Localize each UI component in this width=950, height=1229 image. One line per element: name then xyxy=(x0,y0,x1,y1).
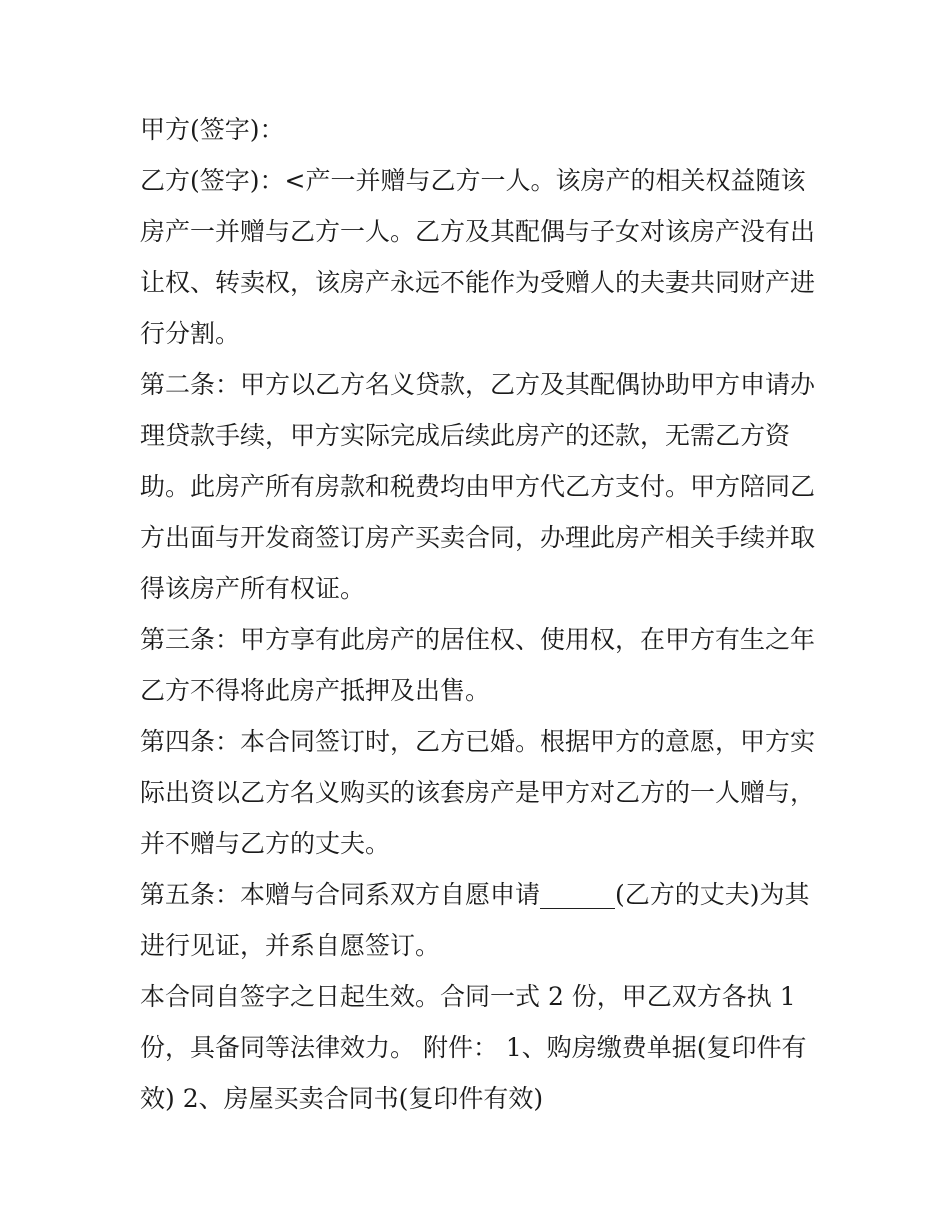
text-line: 行分割。 xyxy=(140,319,241,348)
text-line-signature-party-b: 乙方(签字)：<产一并赠与乙方一人。该房产的相关权益随该 xyxy=(140,166,806,195)
text-line-effective-clause: 本合同自签字之日起生效。合同一式 2 份，甲乙双方各执 1 xyxy=(140,982,796,1011)
text-line: 际出资以乙方名义购买的该套房产是甲方对乙方的一人赠与， xyxy=(140,778,816,807)
text-line: 让权、转卖权，该房产永远不能作为受赠人的夫妻共同财产进 xyxy=(140,268,816,297)
text-line-attachments: 份，具备同等法律效力。 附件： 1、购房缴费单据(复印件有 xyxy=(140,1033,807,1062)
text-line-article-4: 第四条：本合同签订时，乙方已婚。根据甲方的意愿，甲方实 xyxy=(140,727,816,756)
text-line-signature-party-a: 甲方(签字)： xyxy=(140,115,285,144)
text-line: 并不赠与乙方的丈夫。 xyxy=(140,829,391,858)
text-line: 效) 2、房屋买卖合同书(复印件有效) xyxy=(140,1084,544,1113)
text-line: 房产一并赠与乙方一人。乙方及其配偶与子女对该房产没有出 xyxy=(140,217,816,246)
text-line: 进行见证，并系自愿签订。 xyxy=(140,931,441,960)
text-line-article-5: 第五条：本赠与合同系双方自愿申请______(乙方的丈夫)为其 xyxy=(140,880,810,909)
text-line: 乙方不得将此房产抵押及出售。 xyxy=(140,676,491,705)
text-line-article-3: 第三条：甲方享有此房产的居住权、使用权，在甲方有生之年 xyxy=(140,625,816,654)
text-line: 方出面与开发商签订房产买卖合同，办理此房产相关手续并取 xyxy=(140,523,816,552)
text-line: 得该房产所有权证。 xyxy=(140,574,366,603)
text-line: 助。此房产所有房款和税费均由甲方代乙方支付。甲方陪同乙 xyxy=(140,472,816,501)
text-line-article-2: 第二条：甲方以乙方名义贷款，乙方及其配偶协助甲方申请办 xyxy=(140,370,816,399)
document-body xyxy=(140,110,820,1130)
text-line: 理贷款手续，甲方实际完成后续此房产的还款，无需乙方资 xyxy=(140,421,791,450)
